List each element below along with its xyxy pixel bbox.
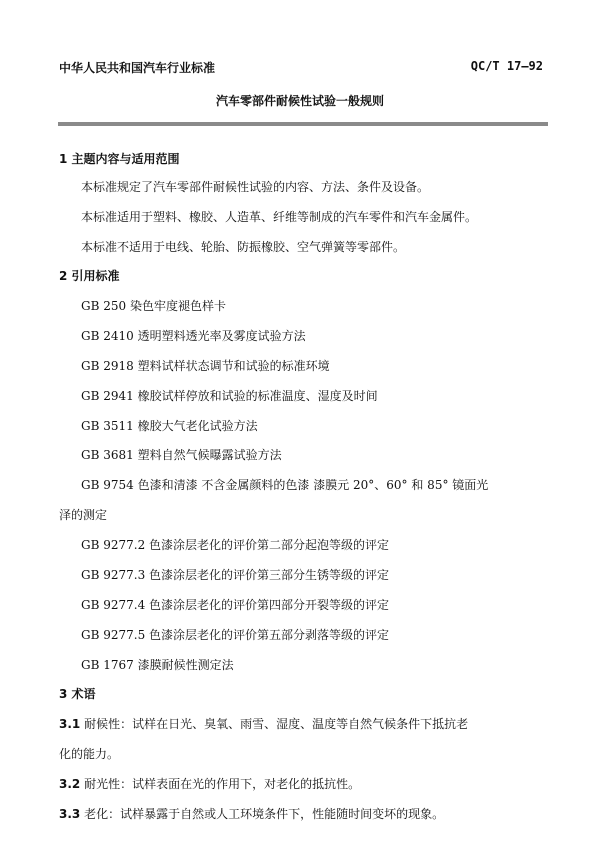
reference-item: GB 3511 橡胶大气老化试验方法 [81,419,258,433]
section-1-paragraph: 本标准规定了汽车零部件耐候性试验的内容、方法、条件及设备。 [81,180,430,194]
term-text: 耐候性：试样在日光、臭氧、雨雪、湿度、温度等自然气候条件下抵抗老 [80,717,469,731]
section-3-heading: 3 术语 [59,687,96,701]
reference-item: GB 1767 漆膜耐候性测定法 [81,658,234,672]
term-definition [59,805,444,822]
section-1-paragraph: 本标准适用于塑料、橡胶、人造革、纤维等制成的汽车零件和汽车金属件。 [81,210,478,224]
term-text: 耐光性：试样表面在光的作用下，对老化的抵抗性。 [80,777,361,791]
reference-item: GB 9754 色漆和清漆 不含金属颜料的色漆 漆膜元 20°、60° 和 85° 镜面光 [81,478,489,492]
reference-item: GB 2410 透明塑料透光率及雾度试验方法 [81,329,306,343]
section-2-heading: 2 引用标准 [59,269,120,283]
standard-org-label: 中华人民共和国汽车行业标准 [59,61,216,75]
reference-item: GB 3681 塑料自然气候曝露试验方法 [81,448,282,462]
term-number: 3.2 [59,777,81,791]
reference-item: GB 9277.4 色漆涂层老化的评价第四部分开裂等级的评定 [81,598,390,612]
reference-item: GB 250 染色牢度褪色样卡 [81,299,226,313]
document-title: 汽车零部件耐候性试验一般规则 [215,94,384,108]
term-definition [59,775,360,792]
standard-code: QC/T 17—92 [470,59,543,73]
term-text: 老化：试样暴露于自然或人工环境条件下，性能随时间变坏的现象。 [80,807,445,821]
reference-item: GB 2941 橡胶试样停放和试验的标准温度、湿度及时间 [81,389,378,403]
reference-item: GB 9277.3 色漆涂层老化的评价第三部分生锈等级的评定 [81,568,390,582]
term-number: 3.1 [59,717,81,731]
term-definition-continuation [59,745,119,762]
reference-item-continuation: 泽的测定 [59,508,108,522]
reference-item: GB 9277.5 色漆涂层老化的评价第五部分剥落等级的评定 [81,628,390,642]
reference-item: GB 2918 塑料试样状态调节和试验的标准环境 [81,359,330,373]
term-number: 3.3 [59,807,81,821]
term-definition [59,715,468,732]
term-text: 化的能力。 [59,747,120,761]
reference-item: GB 9277.2 色漆涂层老化的评价第二部分起泡等级的评定 [81,538,390,552]
section-1-heading: 1 主题内容与适用范围 [59,152,180,166]
header-divider [58,122,548,126]
section-1-paragraph: 本标准不适用于电线、轮胎、防振橡胶、空气弹簧等零部件。 [81,240,406,254]
